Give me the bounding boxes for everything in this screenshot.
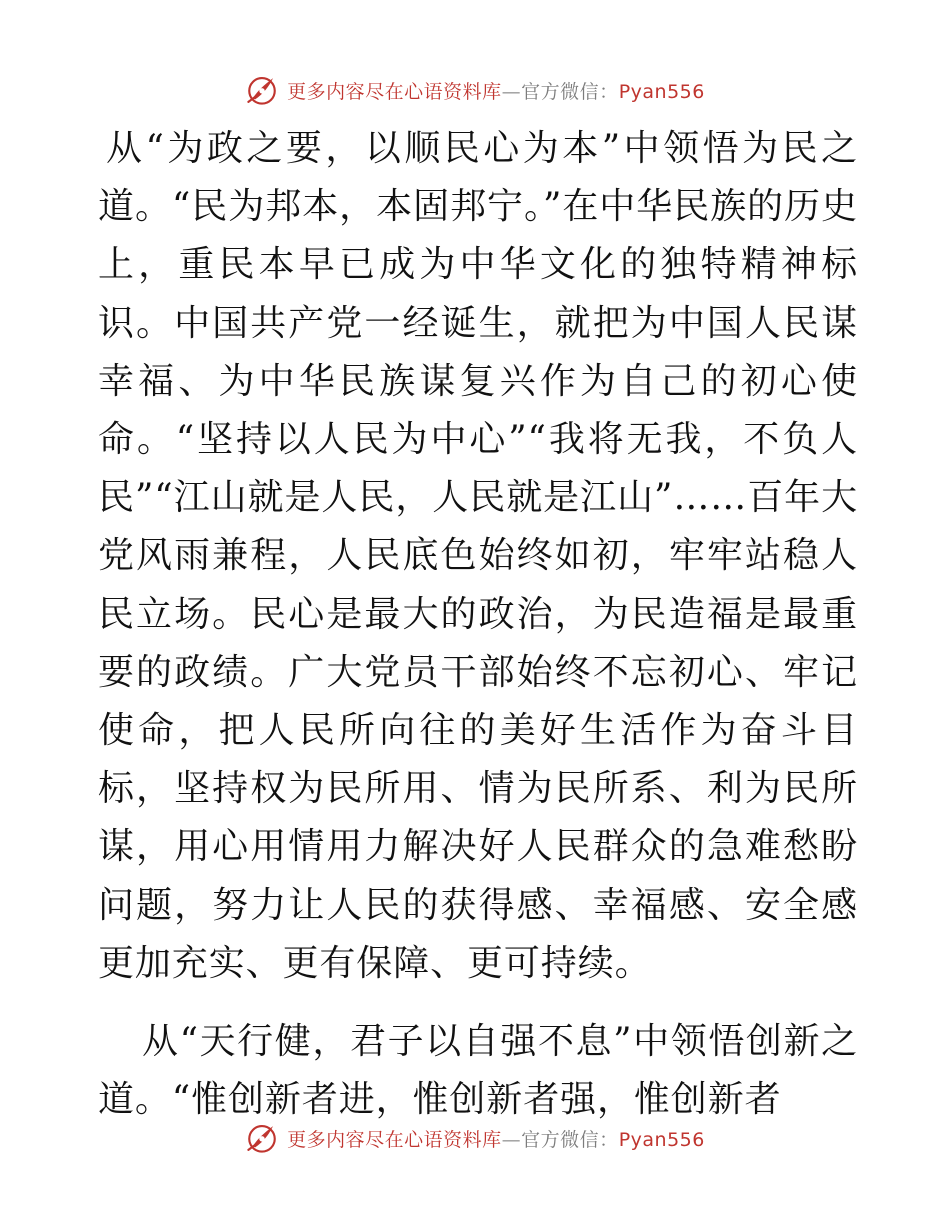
document-body bbox=[98, 120, 858, 1129]
wechat-label: 官方微信： bbox=[521, 1128, 619, 1151]
banner-title: 更多内容尽在心语资料库 bbox=[287, 80, 502, 103]
banner-separator: — bbox=[501, 1128, 522, 1151]
banner-separator: — bbox=[501, 80, 522, 103]
pen-nib-logo-icon bbox=[245, 1121, 279, 1155]
footer-banner bbox=[0, 1118, 950, 1158]
banner-title: 更多内容尽在心语资料库 bbox=[287, 1128, 502, 1151]
paragraph-people: 从“为政之要，以顺民心为本”中领悟为民之道。“民为邦本，本固邦宁。”在中华民族的历史上，重民本早已成为中华文化的独特精神标识。中国共产党一经诞生，就把为中国人民谋幸福、为中华民族谋复兴作为自己的初心使命。“坚持以人民为中心”“我将无我，不负人民”“江山就是人民，人民就是江山”……百年大党风雨兼程，人民底色始终如初，牢牢站稳人民立场。民心是最大的政治，为民造福是最重要的政绩。广大党员干部始终不忘初心、牢记使命，把人民所向往的美好生活作为奋斗目标，坚持权为民所用、情为民所系、利为民所谋，用心用情用力解决好人民群众的急难愁盼问题，努力让人民的获得感、幸福感、安全感更加充实、更有保障、更可持续。 bbox=[98, 128, 858, 984]
wechat-label: 官方微信： bbox=[521, 80, 619, 103]
wechat-id: Pyan556 bbox=[618, 80, 705, 103]
header-banner-text bbox=[287, 77, 705, 104]
footer-banner-text bbox=[287, 1125, 705, 1152]
paragraph-innovation: 从“天行健，君子以自强不息”中领悟创新之道。“惟创新者进，惟创新者强，惟创新者 bbox=[98, 1021, 858, 1121]
wechat-id: Pyan556 bbox=[618, 1128, 705, 1151]
pen-nib-logo-icon bbox=[245, 73, 279, 107]
header-banner bbox=[0, 70, 950, 110]
